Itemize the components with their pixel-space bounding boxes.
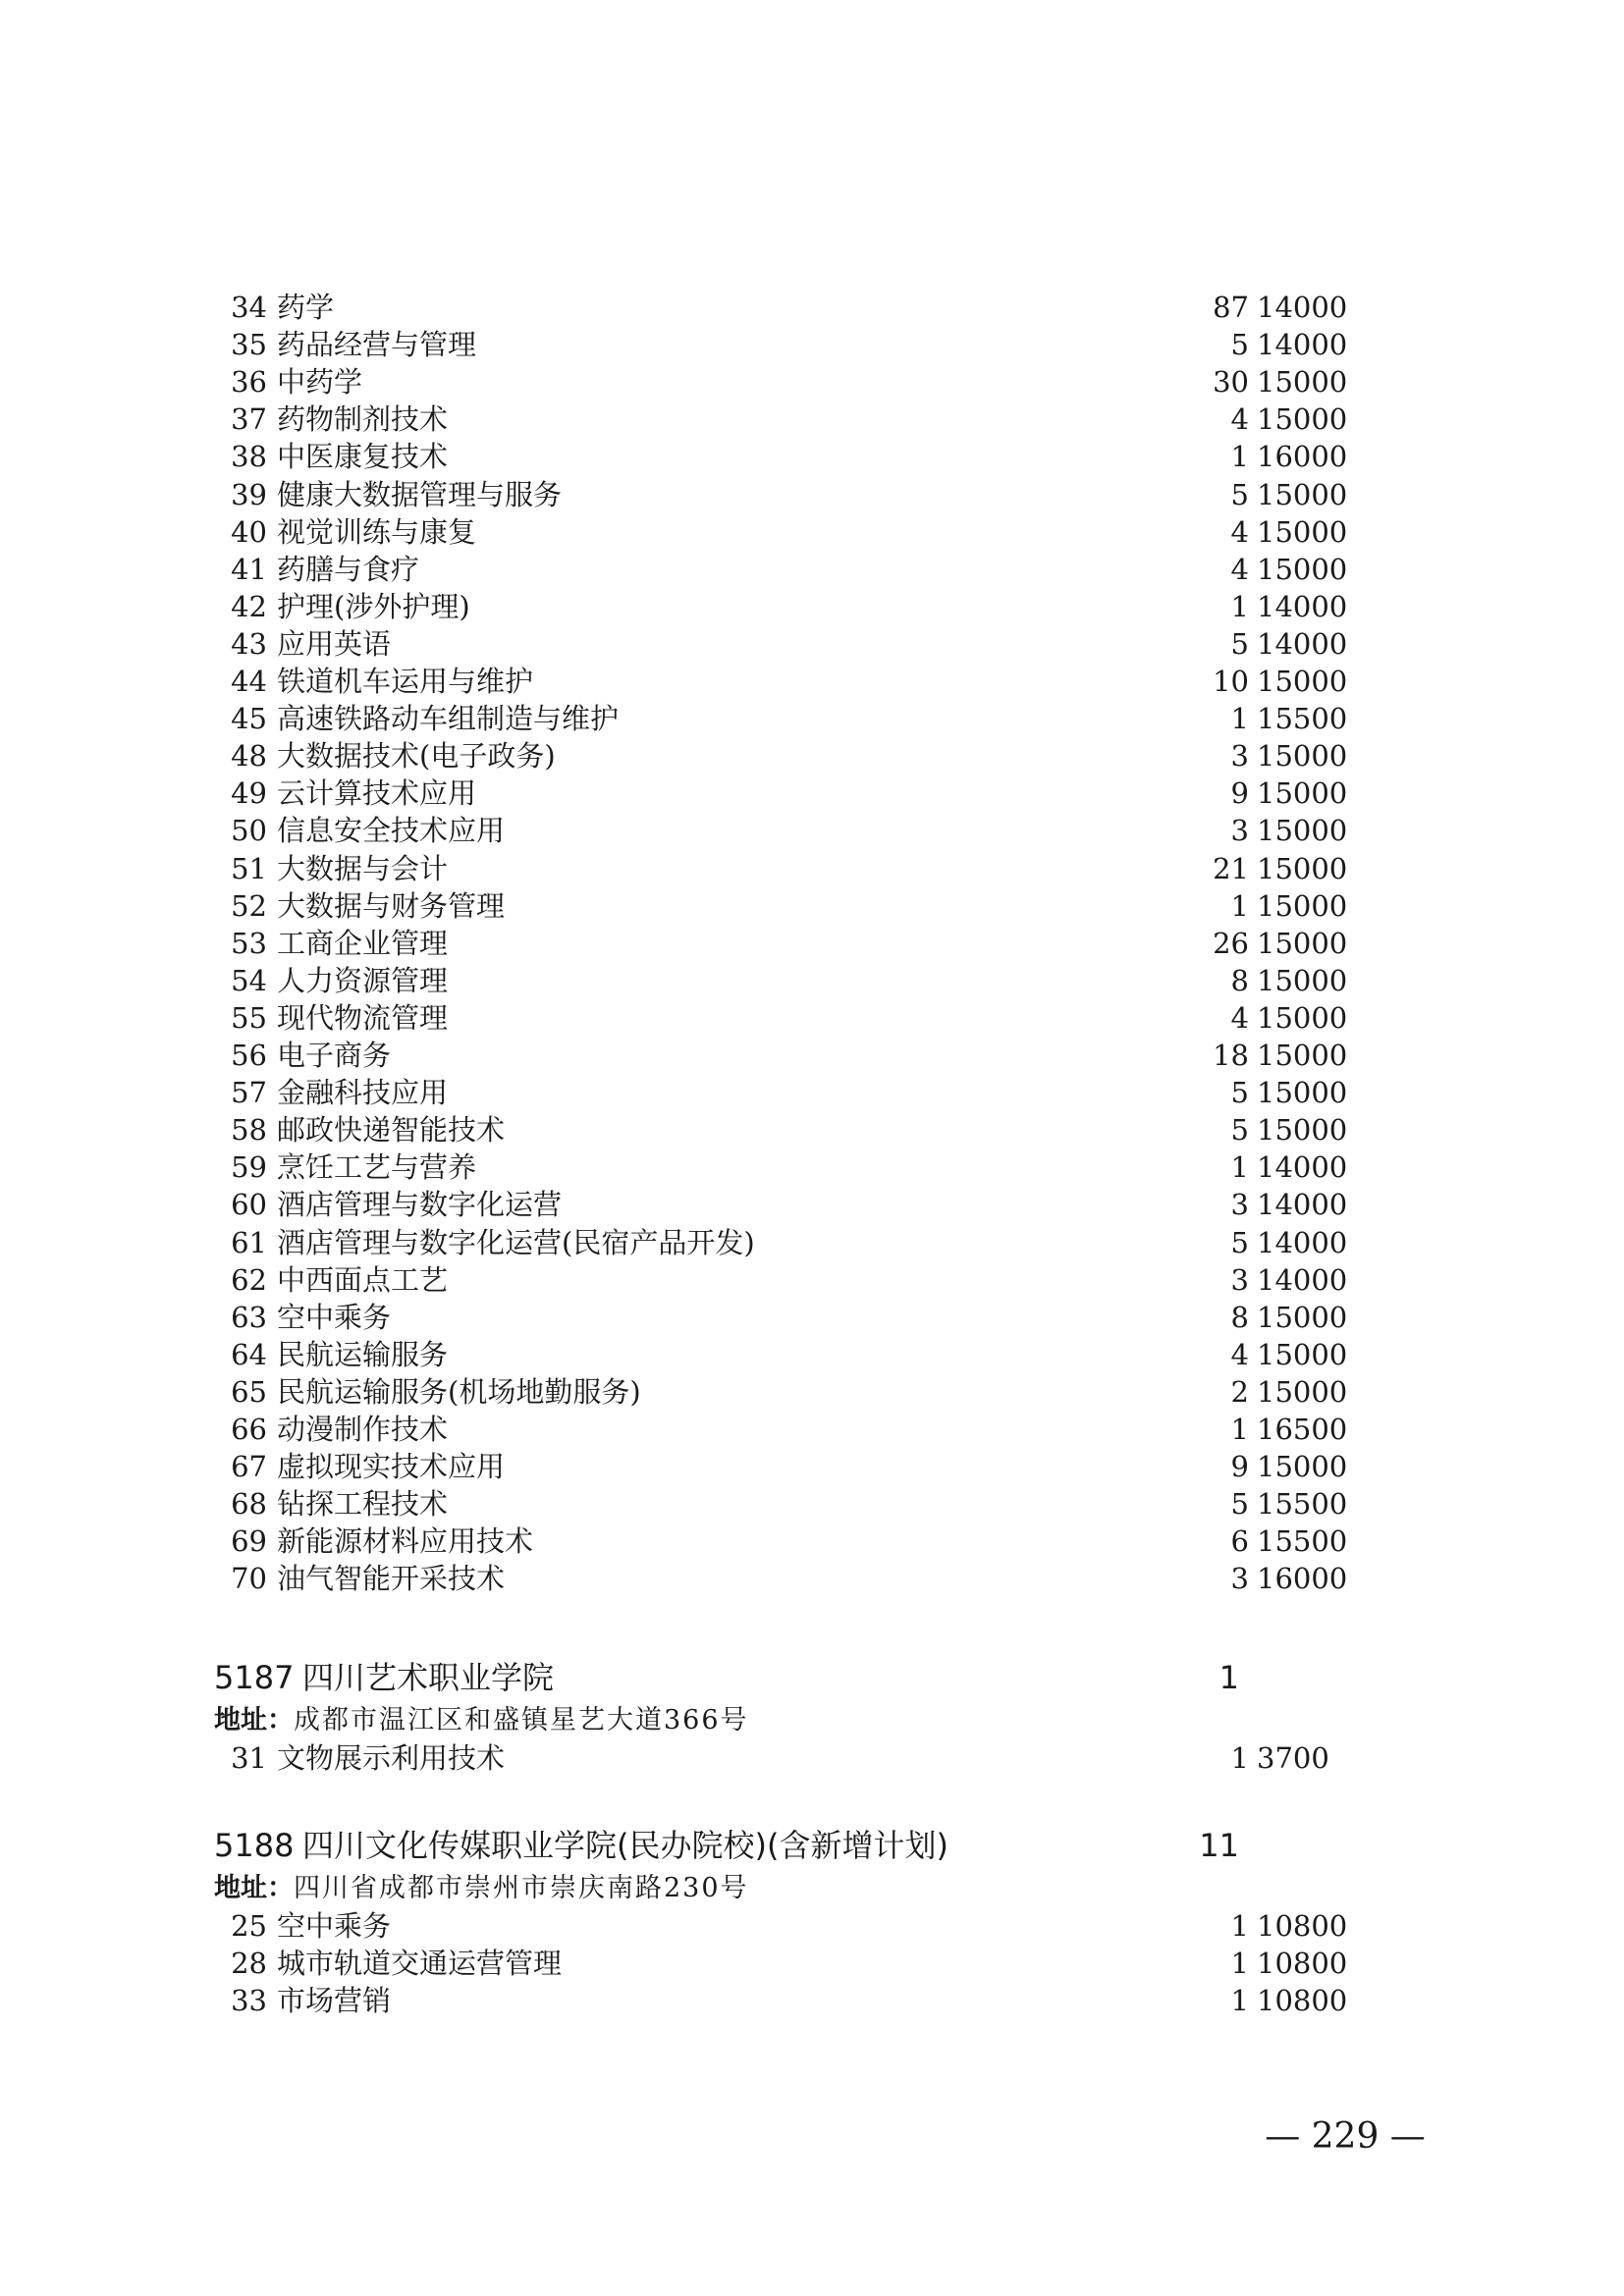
list-item (224, 1148, 1353, 1186)
list-item (224, 1982, 1353, 2019)
major-name: 酒店管理与数字化运营 (277, 1188, 563, 1221)
enrollment-count: 1 (1230, 889, 1249, 923)
school-code: 5188 (214, 1827, 295, 1864)
tuition-fee: 15000 (1257, 852, 1348, 885)
major-name: 城市轨道交通运营管理 (277, 1947, 563, 1980)
major-code: 35 (231, 328, 267, 361)
major-code: 31 (231, 1741, 267, 1775)
enrollment-count: 3 (1230, 814, 1249, 847)
major-name: 工商企业管理 (277, 927, 449, 960)
list-item (224, 1448, 1353, 1485)
tuition-fee: 15000 (1257, 776, 1348, 810)
school-header (214, 1655, 1353, 1700)
enrollment-count: 6 (1230, 1524, 1249, 1558)
major-name: 铁道机车运用与维护 (277, 665, 534, 698)
list-item (224, 1299, 1353, 1336)
major-name: 文物展示利用技术 (277, 1741, 506, 1775)
enrollment-count: 1 (1230, 440, 1249, 473)
major-code: 54 (231, 964, 267, 997)
enrollment-count: 10 (1213, 665, 1249, 698)
major-code: 43 (231, 627, 267, 661)
major-code: 58 (231, 1113, 267, 1147)
major-code: 67 (231, 1450, 267, 1483)
major-name: 应用英语 (277, 627, 392, 661)
major-code: 57 (231, 1076, 267, 1109)
major-code: 59 (231, 1150, 267, 1184)
major-name: 空中乘务 (277, 1301, 392, 1334)
tuition-fee: 14000 (1257, 328, 1348, 361)
list-item (224, 1186, 1353, 1223)
tuition-fee: 15000 (1257, 1338, 1348, 1371)
tuition-fee: 14000 (1257, 627, 1348, 661)
school-address (214, 1870, 749, 1907)
major-name: 酒店管理与数字化运营(民宿产品开发) (277, 1226, 755, 1259)
major-name: 邮政快递智能技术 (277, 1113, 506, 1147)
list-item (224, 289, 1353, 326)
major-code: 62 (231, 1263, 267, 1297)
tuition-fee: 14000 (1257, 1188, 1348, 1221)
major-name: 药学 (277, 291, 335, 324)
tuition-fee: 15000 (1257, 1076, 1348, 1109)
major-name: 护理(涉外护理) (277, 590, 470, 623)
tuition-fee: 15000 (1257, 478, 1348, 511)
major-code: 55 (231, 1001, 267, 1035)
enrollment-count: 1 (1230, 1150, 1249, 1184)
list-item (224, 1037, 1353, 1074)
major-code: 63 (231, 1301, 267, 1334)
enrollment-count: 26 (1213, 927, 1249, 960)
major-code: 42 (231, 590, 267, 623)
list-item (224, 925, 1353, 962)
major-name: 动漫制作技术 (277, 1413, 449, 1446)
major-code: 65 (231, 1375, 267, 1409)
school-code: 5187 (214, 1659, 295, 1696)
list-item (224, 1485, 1353, 1522)
enrollment-count: 4 (1230, 1338, 1249, 1371)
tuition-fee: 10800 (1257, 1909, 1348, 1943)
tuition-fee: 15000 (1257, 553, 1348, 586)
major-code: 66 (231, 1413, 267, 1446)
list-item (224, 513, 1353, 551)
major-name: 大数据与财务管理 (277, 889, 506, 923)
list-item (224, 812, 1353, 849)
school-name: 四川文化传媒职业学院(民办院校)(含新增计划) (302, 1827, 948, 1864)
major-code: 37 (231, 402, 267, 436)
major-code: 49 (231, 776, 267, 810)
enrollment-count: 9 (1230, 776, 1249, 810)
major-code: 41 (231, 553, 267, 586)
enrollment-count: 21 (1213, 852, 1249, 885)
enrollment-count: 4 (1230, 553, 1249, 586)
list-item (224, 737, 1353, 774)
major-code: 52 (231, 889, 267, 923)
enrollment-count: 5 (1230, 1226, 1249, 1259)
major-code: 68 (231, 1487, 267, 1521)
enrollment-count: 8 (1230, 1301, 1249, 1334)
major-code: 48 (231, 739, 267, 773)
list-item (224, 1411, 1353, 1448)
major-name: 中医康复技术 (277, 440, 449, 473)
enrollment-count: 8 (1230, 964, 1249, 997)
major-name: 中药学 (277, 365, 363, 399)
major-name: 高速铁路动车组制造与维护 (277, 702, 620, 735)
list-item (224, 438, 1353, 475)
address-value: 四川省成都市崇州市崇庆南路230号 (294, 1873, 749, 1903)
list-item (224, 363, 1353, 400)
list-item (224, 962, 1353, 999)
major-code: 40 (231, 515, 267, 549)
tuition-fee: 15500 (1257, 1524, 1348, 1558)
enrollment-count: 18 (1213, 1039, 1249, 1072)
major-name: 健康大数据管理与服务 (277, 478, 563, 511)
major-code: 44 (231, 665, 267, 698)
list-item (224, 400, 1353, 438)
tuition-fee: 15000 (1257, 365, 1348, 399)
enrollment-count: 5 (1230, 1487, 1249, 1521)
list-item (224, 999, 1353, 1037)
major-name: 视觉训练与康复 (277, 515, 477, 549)
tuition-fee: 15000 (1257, 402, 1348, 436)
major-code: 53 (231, 927, 267, 960)
major-code: 60 (231, 1188, 267, 1221)
tuition-fee: 15000 (1257, 1301, 1348, 1334)
major-code: 45 (231, 702, 267, 735)
list-item (224, 1261, 1353, 1299)
major-code: 61 (231, 1226, 267, 1259)
major-code: 64 (231, 1338, 267, 1371)
major-code: 69 (231, 1524, 267, 1558)
major-code: 38 (231, 440, 267, 473)
enrollment-count: 4 (1230, 402, 1249, 436)
major-code: 51 (231, 852, 267, 885)
major-code: 36 (231, 365, 267, 399)
enrollment-count: 1 (1230, 1984, 1249, 2017)
page-number: — 229 — (1265, 2116, 1426, 2157)
enrollment-count: 1 (1230, 1947, 1249, 1980)
enrollment-count: 30 (1213, 365, 1249, 399)
tuition-fee: 15000 (1257, 964, 1348, 997)
enrollment-count: 3 (1230, 1263, 1249, 1297)
major-name: 钻探工程技术 (277, 1487, 449, 1521)
school-address (214, 1702, 749, 1739)
major-code: 25 (231, 1909, 267, 1943)
major-name: 民航运输服务 (277, 1338, 449, 1371)
list-item (224, 551, 1353, 588)
major-name: 大数据技术(电子政务) (277, 739, 556, 773)
tuition-fee: 15000 (1257, 1375, 1348, 1409)
list-item (224, 1373, 1353, 1411)
enrollment-count: 9 (1230, 1450, 1249, 1483)
list-item (224, 774, 1353, 812)
enrollment-count: 87 (1213, 291, 1249, 324)
enrollment-count: 4 (1230, 515, 1249, 549)
enrollment-count: 1 (1230, 702, 1249, 735)
tuition-fee: 15000 (1257, 1001, 1348, 1035)
major-name: 信息安全技术应用 (277, 814, 506, 847)
enrollment-count: 1 (1230, 1741, 1249, 1775)
school-total: 11 (1199, 1827, 1239, 1864)
tuition-fee: 15000 (1257, 927, 1348, 960)
enrollment-count: 2 (1230, 1375, 1249, 1409)
major-name: 新能源材料应用技术 (277, 1524, 534, 1558)
enrollment-count: 1 (1230, 1909, 1249, 1943)
tuition-fee: 16000 (1257, 440, 1348, 473)
tuition-fee: 14000 (1257, 590, 1348, 623)
major-code: 39 (231, 478, 267, 511)
address-label: 地址： (214, 1705, 294, 1735)
tuition-fee: 15000 (1257, 1450, 1348, 1483)
major-name: 药物制剂技术 (277, 402, 449, 436)
tuition-fee: 10800 (1257, 1947, 1348, 1980)
list-item (224, 1111, 1353, 1148)
major-name: 药膳与食疗 (277, 553, 420, 586)
tuition-fee: 14000 (1257, 1150, 1348, 1184)
major-code: 34 (231, 291, 267, 324)
enrollment-count: 5 (1230, 627, 1249, 661)
enrollment-count: 4 (1230, 1001, 1249, 1035)
list-item (224, 887, 1353, 925)
major-name: 中西面点工艺 (277, 1263, 449, 1297)
tuition-fee: 16000 (1257, 1562, 1348, 1595)
major-name: 药品经营与管理 (277, 328, 477, 361)
major-name: 现代物流管理 (277, 1001, 449, 1035)
list-item (224, 700, 1353, 737)
tuition-fee: 14000 (1257, 291, 1348, 324)
list-item (224, 1522, 1353, 1560)
address-label: 地址： (214, 1873, 294, 1903)
enrollment-count: 3 (1230, 739, 1249, 773)
enrollment-count: 5 (1230, 328, 1249, 361)
list-item (224, 850, 1353, 887)
school-total: 1 (1218, 1659, 1239, 1696)
enrollment-count: 5 (1230, 1076, 1249, 1109)
major-code: 56 (231, 1039, 267, 1072)
major-code: 50 (231, 814, 267, 847)
major-name: 虚拟现实技术应用 (277, 1450, 506, 1483)
major-name: 空中乘务 (277, 1909, 392, 1943)
list-item (224, 326, 1353, 363)
list-item (224, 1945, 1353, 1982)
major-name: 云计算技术应用 (277, 776, 477, 810)
tuition-fee: 15000 (1257, 889, 1348, 923)
tuition-fee: 15000 (1257, 665, 1348, 698)
address-value: 成都市温江区和盛镇星艺大道366号 (294, 1705, 749, 1735)
enrollment-count: 5 (1230, 1113, 1249, 1147)
list-item (224, 663, 1353, 700)
school-name: 四川艺术职业学院 (302, 1659, 555, 1696)
enrollment-count: 5 (1230, 478, 1249, 511)
tuition-fee: 14000 (1257, 1226, 1348, 1259)
major-code: 70 (231, 1562, 267, 1595)
list-item (224, 1074, 1353, 1111)
list-item (224, 1907, 1353, 1945)
tuition-fee: 3700 (1257, 1741, 1329, 1775)
tuition-fee: 16500 (1257, 1413, 1348, 1446)
major-name: 油气智能开采技术 (277, 1562, 506, 1595)
tuition-fee: 15500 (1257, 702, 1348, 735)
list-item (224, 1739, 1353, 1777)
enrollment-count: 3 (1230, 1562, 1249, 1595)
list-item (224, 1224, 1353, 1261)
tuition-fee: 14000 (1257, 1263, 1348, 1297)
major-name: 民航运输服务(机场地勤服务) (277, 1375, 641, 1409)
list-item (224, 588, 1353, 625)
tuition-fee: 15000 (1257, 515, 1348, 549)
tuition-fee: 15000 (1257, 739, 1348, 773)
major-code: 28 (231, 1947, 267, 1980)
major-code: 33 (231, 1984, 267, 2017)
major-name: 烹饪工艺与营养 (277, 1150, 477, 1184)
list-item (224, 625, 1353, 663)
list-item (224, 476, 1353, 513)
list-item (224, 1560, 1353, 1597)
tuition-fee: 15000 (1257, 814, 1348, 847)
enrollment-count: 1 (1230, 590, 1249, 623)
tuition-fee: 15000 (1257, 1113, 1348, 1147)
tuition-fee: 15000 (1257, 1039, 1348, 1072)
major-name: 电子商务 (277, 1039, 392, 1072)
school-header (214, 1823, 1353, 1868)
major-name: 大数据与会计 (277, 852, 449, 885)
tuition-fee: 15500 (1257, 1487, 1348, 1521)
enrollment-count: 3 (1230, 1188, 1249, 1221)
major-name: 金融科技应用 (277, 1076, 449, 1109)
list-item (224, 1336, 1353, 1373)
enrollment-count: 1 (1230, 1413, 1249, 1446)
major-name: 人力资源管理 (277, 964, 449, 997)
tuition-fee: 10800 (1257, 1984, 1348, 2017)
major-name: 市场营销 (277, 1984, 392, 2017)
